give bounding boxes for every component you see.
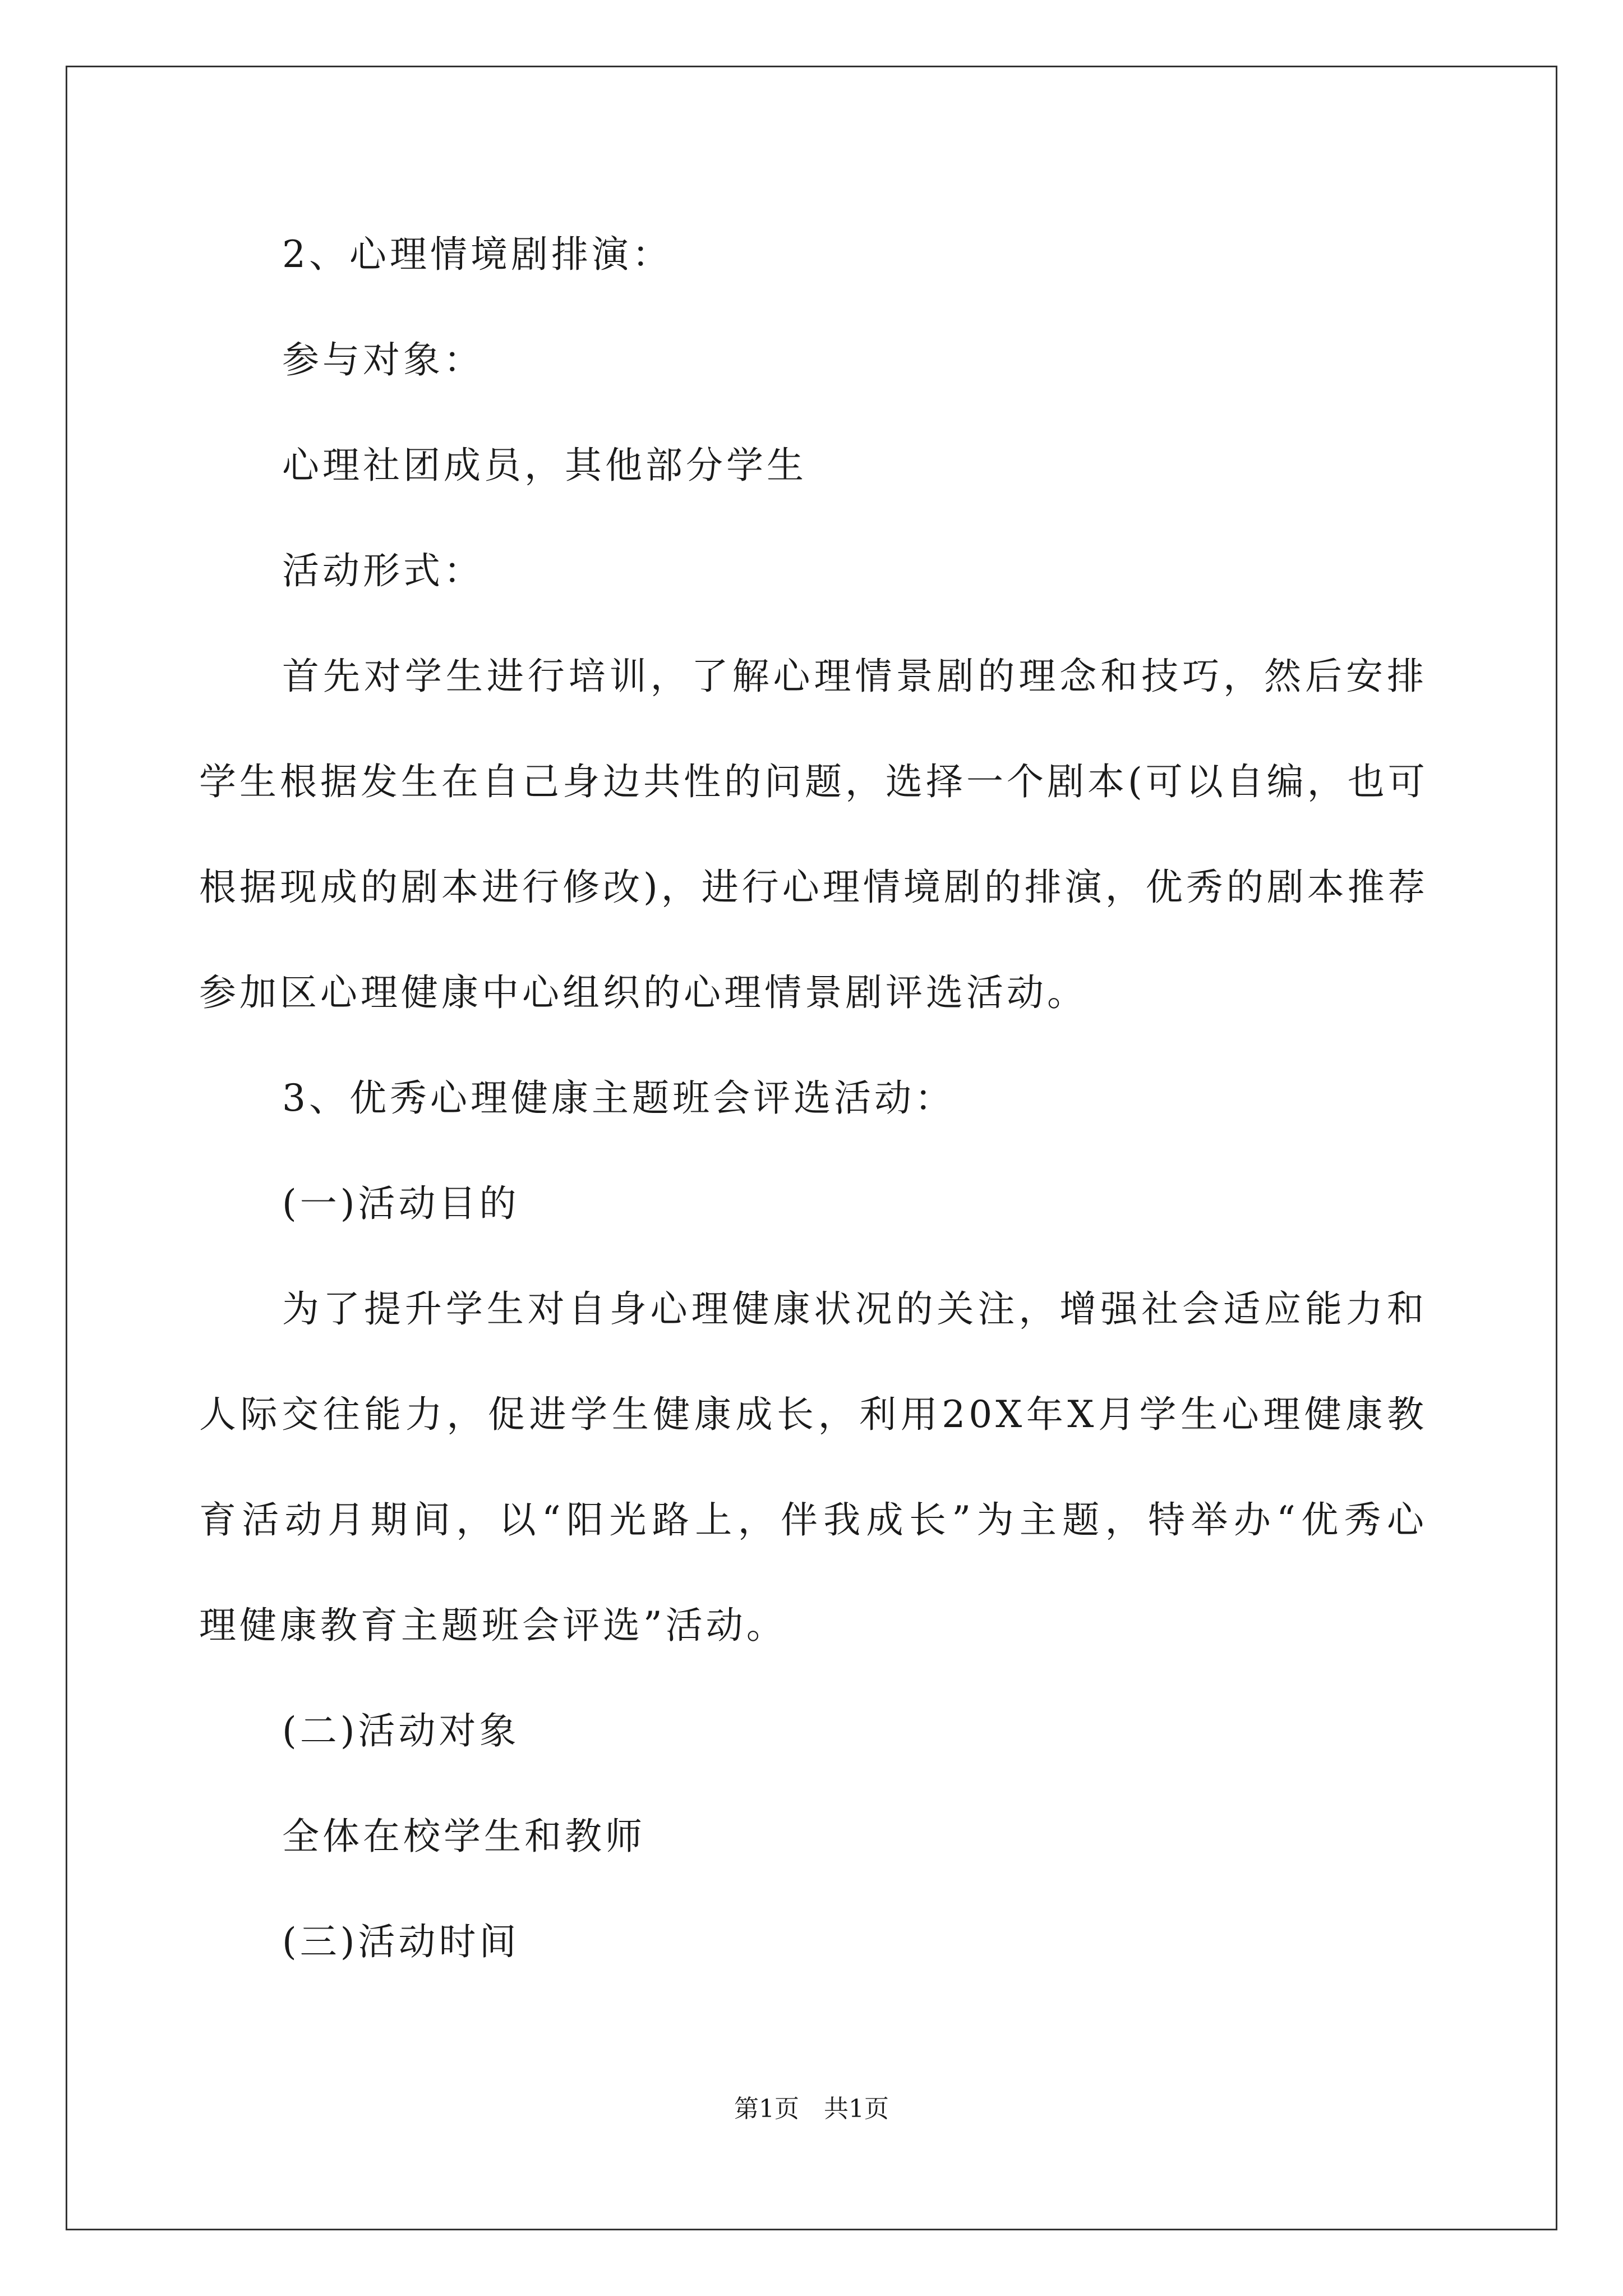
activity-form-line: 首先对学生进行培训，了解心理情景剧的理念和技巧，然后安排 <box>282 655 1427 698</box>
page-number-footer: 第1页 共1页 <box>734 2095 889 2123</box>
heading-class-meeting: 3、优秀心理健康主题班会评选活动： <box>282 1076 955 1120</box>
participants-text: 心理社团成员，其他部分学生 <box>282 444 807 487</box>
purpose-line: 为了提升学生对自身心理健康状况的关注，增强社会适应能力和 <box>282 1287 1427 1331</box>
subheading-audience: (二)活动对象 <box>282 1709 520 1752</box>
subheading-time: (三)活动时间 <box>282 1920 520 1963</box>
label-activity-form: 活动形式： <box>282 549 484 592</box>
purpose-line: 人际交往能力，促进学生健康成长，利用20X年X月学生心理健康教 <box>199 1393 1427 1436</box>
purpose-line: 理健康教育主题班会评选”活动。 <box>199 1604 787 1647</box>
document-body <box>199 202 1427 1995</box>
activity-form-line: 参加区心理健康中心组织的心理情景剧评选活动。 <box>199 971 1087 1014</box>
subheading-purpose: (一)活动目的 <box>282 1182 520 1225</box>
audience-text: 全体在校学生和教师 <box>282 1815 645 1858</box>
heading-psych-drama: 2、心理情境剧排演： <box>282 233 672 276</box>
activity-form-line: 学生根据发生在自己身边共性的问题，选择一个剧本(可以自编，也可 <box>199 760 1428 803</box>
purpose-line: 育活动月期间，以“阳光路上，伴我成长”为主题，特举办“优秀心 <box>199 1498 1427 1542</box>
activity-form-line: 根据现成的剧本进行修改)，进行心理情境剧的排演，优秀的剧本推荐 <box>199 866 1428 909</box>
label-participants: 参与对象： <box>282 338 484 381</box>
